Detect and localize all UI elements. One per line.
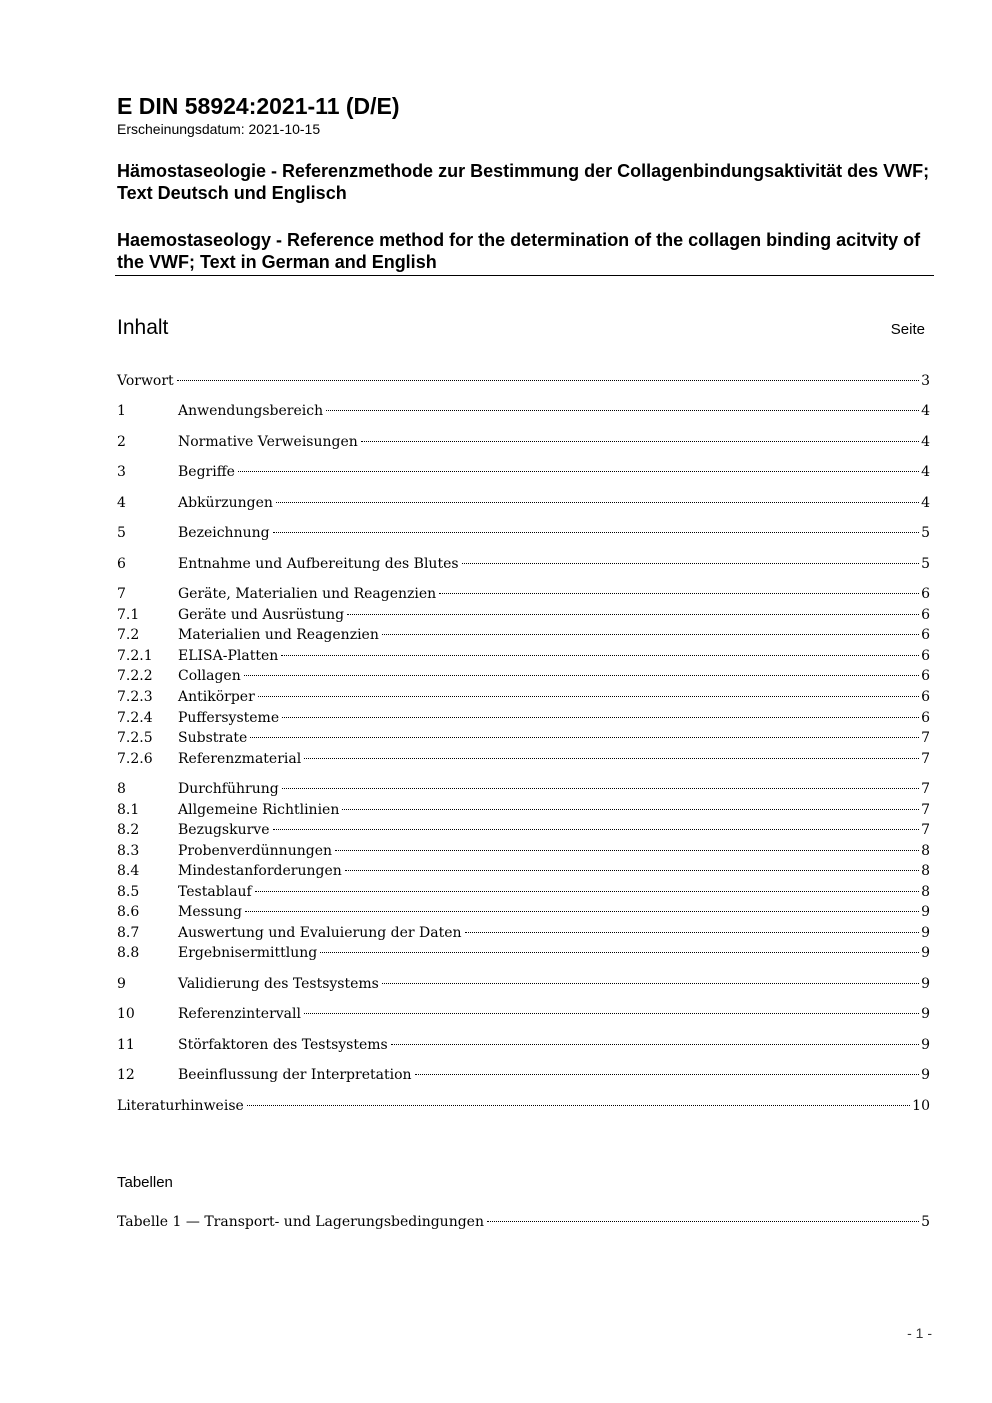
toc-entry-page: 6	[921, 607, 930, 623]
toc-entry-page: 10	[912, 1098, 930, 1114]
toc-entry-title: Entnahme und Aufbereitung des Blutes	[178, 556, 459, 572]
table-entry-title: Tabelle 1 — Transport- und Lagerungsbedingungen	[117, 1214, 484, 1230]
toc-entry-page: 8	[921, 863, 930, 879]
toc-entry-page: 6	[921, 586, 930, 602]
toc-entry-page: 5	[921, 556, 930, 572]
toc-entry-page: 4	[921, 434, 930, 450]
toc-entry-number: 7.2.2	[117, 668, 153, 684]
toc-entry-page: 4	[921, 495, 930, 511]
dot-leader	[304, 1013, 919, 1014]
toc-entry-number: 11	[117, 1037, 135, 1053]
dot-leader	[462, 563, 920, 564]
dot-leader	[273, 829, 920, 830]
toc-entry-title: Validierung des Testsystems	[178, 976, 379, 992]
toc-entry-title: Allgemeine Richtlinien	[178, 802, 340, 818]
toc-entry[interactable]	[117, 728, 930, 748]
dot-leader	[250, 737, 919, 738]
toc-entry-page: 9	[921, 1067, 930, 1083]
dot-leader	[415, 1074, 920, 1075]
toc-entry[interactable]	[117, 687, 930, 707]
toc-entry-number: 9	[117, 976, 126, 992]
toc-entry-page: 4	[921, 403, 930, 419]
toc-heading: Inhalt	[117, 316, 169, 339]
toc-entry[interactable]	[117, 401, 930, 421]
toc-entry-number: 6	[117, 556, 126, 572]
toc-entry-title: Antikörper	[178, 689, 255, 705]
toc-entry-title: Materialien und Reagenzien	[178, 627, 379, 643]
dot-leader	[276, 502, 919, 503]
toc-entry[interactable]	[117, 861, 930, 881]
toc-entry-page: 6	[921, 710, 930, 726]
toc-entry-page: 7	[921, 730, 930, 746]
page-number: - 1 -	[907, 1325, 932, 1341]
toc-entry-number: 8.7	[117, 925, 140, 941]
toc-entry-title: Störfaktoren des Testsystems	[178, 1037, 388, 1053]
toc-entry[interactable]	[117, 462, 930, 482]
toc-entry-page: 9	[921, 904, 930, 920]
toc-entry-page: 9	[921, 945, 930, 961]
toc-entry[interactable]	[117, 605, 930, 625]
toc-entry[interactable]	[117, 666, 930, 686]
toc-entry-title: Mindestanforderungen	[178, 863, 342, 879]
dot-leader	[273, 532, 919, 533]
toc-entry-page: 4	[921, 464, 930, 480]
dot-leader	[238, 471, 919, 472]
toc-entry-number: 8.1	[117, 802, 140, 818]
tables-heading: Tabellen	[117, 1174, 173, 1191]
toc-entry-number: 8.6	[117, 904, 140, 920]
dot-leader	[247, 1105, 910, 1106]
toc-entry-title: Probenverdünnungen	[178, 843, 332, 859]
toc-entry[interactable]	[117, 523, 930, 543]
toc-entry[interactable]	[117, 841, 930, 861]
dot-leader	[281, 655, 919, 656]
dot-leader	[244, 675, 919, 676]
dot-leader	[342, 809, 919, 810]
toc-entry-title: Geräte und Ausrüstung	[178, 607, 345, 623]
toc-entry-page: 6	[921, 627, 930, 643]
toc-entry-number: 1	[117, 403, 126, 419]
dot-leader	[347, 614, 919, 615]
toc-entry[interactable]	[117, 820, 930, 840]
toc-entry-title: Geräte, Materialien und Reagenzien	[178, 586, 437, 602]
toc-entry-number: 2	[117, 434, 126, 450]
toc-entry[interactable]	[117, 1004, 930, 1024]
dot-leader	[335, 850, 919, 851]
toc-entry-page: 8	[921, 884, 930, 900]
toc-entry-number: 3	[117, 464, 126, 480]
toc-entry[interactable]	[117, 1035, 930, 1055]
toc-entry-number: 7.1	[117, 607, 140, 623]
toc-entry-page: 7	[921, 751, 930, 767]
toc-entry-number: 8.5	[117, 884, 140, 900]
table-entry-page: 5	[921, 1214, 930, 1230]
page-column-label: Seite	[890, 321, 925, 338]
dot-leader	[258, 696, 919, 697]
toc-entry[interactable]	[117, 584, 930, 604]
toc-entry[interactable]	[117, 943, 930, 963]
toc-entry-title: Ergebnisermittlung	[178, 945, 318, 961]
toc-entry-title: Bezeichnung	[178, 525, 270, 541]
dot-leader	[439, 593, 919, 594]
toc-entry-title: Vorwort	[117, 373, 174, 389]
toc-entry-number: 7	[117, 586, 126, 602]
toc-entry-page: 7	[921, 822, 930, 838]
dot-leader	[326, 410, 919, 411]
toc-entry-title: Puffersysteme	[178, 710, 280, 726]
toc-entry-title: Collagen	[178, 668, 241, 684]
dot-leader	[391, 1044, 919, 1045]
toc-entry-page: 6	[921, 648, 930, 664]
dot-leader	[282, 788, 919, 789]
dot-leader	[487, 1221, 919, 1222]
toc-entry-number: 8.8	[117, 945, 140, 961]
toc-entry[interactable]	[117, 646, 930, 666]
toc-entry-number: 7.2.5	[117, 730, 153, 746]
toc-entry-page: 7	[921, 781, 930, 797]
toc-entry-number: 10	[117, 1006, 135, 1022]
toc-entry[interactable]	[117, 800, 930, 820]
toc-entry-number: 7.2.4	[117, 710, 153, 726]
dot-leader	[255, 891, 919, 892]
toc-entry-page: 9	[921, 1006, 930, 1022]
toc-entry[interactable]	[117, 1065, 930, 1085]
dot-leader	[177, 380, 919, 381]
toc-entry-title: Durchführung	[178, 781, 279, 797]
toc-entry-number: 8	[117, 781, 126, 797]
toc-entry-page: 6	[921, 689, 930, 705]
toc-entry-number: 7.2.3	[117, 689, 153, 705]
toc-entry[interactable]	[117, 708, 930, 728]
toc-entry-number: 8.4	[117, 863, 140, 879]
toc-entry-title: Normative Verweisungen	[178, 434, 358, 450]
dot-leader	[304, 758, 919, 759]
toc-entry-title: Anwendungsbereich	[178, 403, 324, 419]
publication-date: Erscheinungsdatum: 2021-10-15	[117, 121, 321, 137]
toc-entry[interactable]	[117, 554, 930, 574]
toc-entry-number: 5	[117, 525, 126, 541]
toc-entry-page: 6	[921, 668, 930, 684]
title-english: Haemostaseology - Reference method for the determination of the collagen binding acitvity of the VWF; Text in German and English	[117, 230, 921, 272]
toc-entry-page: 9	[921, 1037, 930, 1053]
toc-entry[interactable]	[117, 779, 930, 799]
toc-entry[interactable]	[117, 882, 930, 902]
dot-leader	[345, 870, 919, 871]
toc-entry-number: 12	[117, 1067, 135, 1083]
dot-leader	[282, 717, 919, 718]
toc-entry[interactable]	[117, 923, 930, 943]
toc-entry-title: Literaturhinweise	[117, 1098, 244, 1114]
toc-entry-number: 7.2	[117, 627, 140, 643]
toc-entry-number: 7.2.6	[117, 751, 153, 767]
toc-entry-title: Messung	[178, 904, 242, 920]
dot-leader	[245, 911, 919, 912]
document-code: E DIN 58924:2021-11 (D/E)	[117, 93, 400, 119]
toc-entry-page: 8	[921, 843, 930, 859]
title-divider	[115, 275, 934, 276]
title-german: Hämostaseologie - Referenzmethode zur Bestimmung der Collagenbindungsaktivität des VWF; Text Deutsch und Englisch	[117, 161, 930, 203]
toc-entry[interactable]	[117, 974, 930, 994]
toc-entry-number: 4	[117, 495, 126, 511]
toc-entry-title: Referenzmaterial	[178, 751, 302, 767]
toc-entry-title: Testablauf	[178, 884, 252, 900]
dot-leader	[382, 983, 919, 984]
toc-entry-page: 7	[921, 802, 930, 818]
toc-entry[interactable]	[117, 749, 930, 769]
dot-leader	[361, 441, 919, 442]
dot-leader	[465, 932, 920, 933]
toc-entry-title: Abkürzungen	[178, 495, 273, 511]
table-list-entry[interactable]	[117, 1212, 930, 1232]
toc-entry[interactable]	[117, 432, 930, 452]
toc-entry-title: Substrate	[178, 730, 248, 746]
dot-leader	[320, 952, 919, 953]
toc-entry-page: 9	[921, 976, 930, 992]
toc-entry[interactable]	[117, 371, 930, 391]
toc-entry-number: 7.2.1	[117, 648, 153, 664]
toc-entry[interactable]	[117, 1096, 930, 1116]
toc-entry-title: Auswertung und Evaluierung der Daten	[178, 925, 462, 941]
toc-entry-page: 5	[921, 525, 930, 541]
toc-entry-title: Bezugskurve	[178, 822, 270, 838]
toc-entry-title: Beeinflussung der Interpretation	[178, 1067, 412, 1083]
toc-entry-title: ELISA-Platten	[178, 648, 279, 664]
toc-entry[interactable]	[117, 625, 930, 645]
toc-entry-page: 9	[921, 925, 930, 941]
toc-entry[interactable]	[117, 493, 930, 513]
toc-entry-title: Referenzintervall	[178, 1006, 301, 1022]
dot-leader	[382, 634, 919, 635]
toc-entry-number: 8.3	[117, 843, 140, 859]
toc-entry-number: 8.2	[117, 822, 140, 838]
toc-entry[interactable]	[117, 902, 930, 922]
toc-entry-title: Begriffe	[178, 464, 235, 480]
toc-entry-page: 3	[921, 373, 930, 389]
